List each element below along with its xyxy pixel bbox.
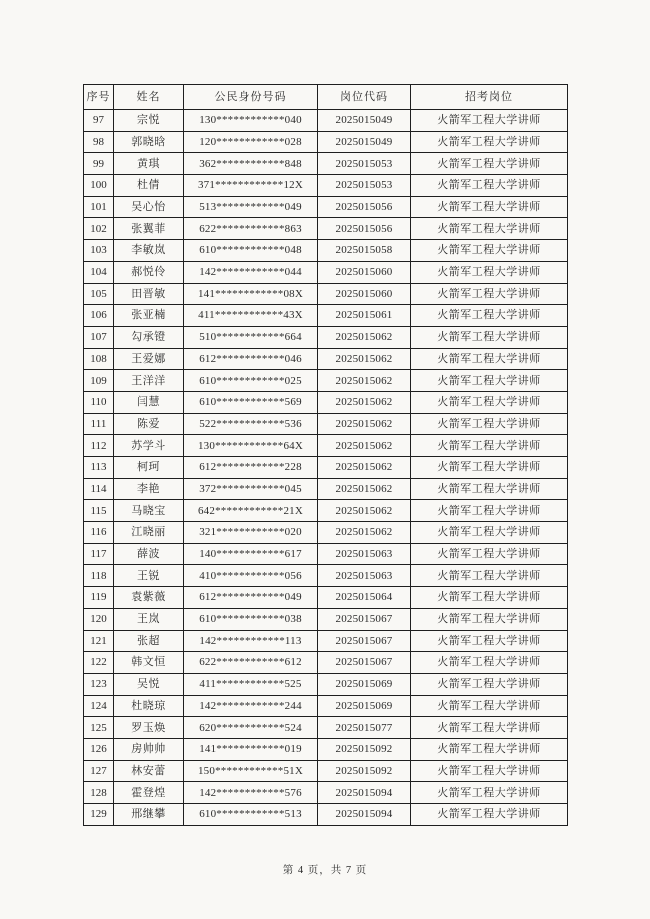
cell-serial: 98: [84, 131, 114, 153]
cell-code: 2025015058: [318, 240, 411, 262]
cell-serial: 107: [84, 326, 114, 348]
header-position: 招考岗位: [411, 85, 568, 110]
cell-name: 吴悦: [114, 673, 184, 695]
cell-position: 火箭军工程大学讲师: [411, 391, 568, 413]
cell-name: 林安蕾: [114, 760, 184, 782]
cell-id: 513************049: [184, 196, 318, 218]
cell-id: 371************12X: [184, 175, 318, 197]
table-row: [84, 413, 568, 435]
cell-name: 郭晓晗: [114, 131, 184, 153]
cell-serial: 101: [84, 196, 114, 218]
cell-serial: 116: [84, 522, 114, 544]
table-row: [84, 283, 568, 305]
cell-serial: 122: [84, 652, 114, 674]
cell-code: 2025015062: [318, 413, 411, 435]
table-row: [84, 500, 568, 522]
cell-id: 610************048: [184, 240, 318, 262]
cell-code: 2025015092: [318, 738, 411, 760]
cell-id: 622************612: [184, 652, 318, 674]
cell-position: 火箭军工程大学讲师: [411, 110, 568, 132]
cell-name: 江晓丽: [114, 522, 184, 544]
cell-serial: 99: [84, 153, 114, 175]
table-row: [84, 110, 568, 132]
cell-position: 火箭军工程大学讲师: [411, 196, 568, 218]
table-row: [84, 673, 568, 695]
cell-id: 120************028: [184, 131, 318, 153]
cell-serial: 104: [84, 261, 114, 283]
table-header: [84, 85, 568, 110]
cell-serial: 103: [84, 240, 114, 262]
cell-position: 火箭军工程大学讲师: [411, 500, 568, 522]
cell-id: 610************513: [184, 804, 318, 826]
cell-name: 袁紫薇: [114, 587, 184, 609]
cell-name: 吴心怡: [114, 196, 184, 218]
cell-serial: 125: [84, 717, 114, 739]
cell-serial: 106: [84, 305, 114, 327]
cell-code: 2025015062: [318, 435, 411, 457]
cell-name: 宗悦: [114, 110, 184, 132]
cell-id: 622************863: [184, 218, 318, 240]
cell-id: 142************044: [184, 261, 318, 283]
cell-code: 2025015094: [318, 804, 411, 826]
cell-position: 火箭军工程大学讲师: [411, 804, 568, 826]
cell-id: 362************848: [184, 153, 318, 175]
table-row: [84, 348, 568, 370]
cell-position: 火箭军工程大学讲师: [411, 587, 568, 609]
cell-position: 火箭军工程大学讲师: [411, 738, 568, 760]
cell-id: 141************019: [184, 738, 318, 760]
cell-name: 郝悦伶: [114, 261, 184, 283]
cell-name: 马晓宝: [114, 500, 184, 522]
cell-serial: 97: [84, 110, 114, 132]
cell-name: 王岚: [114, 608, 184, 630]
cell-position: 火箭军工程大学讲师: [411, 218, 568, 240]
table-row: [84, 565, 568, 587]
cell-serial: 129: [84, 804, 114, 826]
cell-name: 杜倩: [114, 175, 184, 197]
cell-code: 2025015049: [318, 131, 411, 153]
header-name: 姓名: [114, 85, 184, 110]
cell-name: 苏学斗: [114, 435, 184, 457]
cell-serial: 109: [84, 370, 114, 392]
cell-position: 火箭军工程大学讲师: [411, 283, 568, 305]
table-row: [84, 587, 568, 609]
cell-id: 610************569: [184, 391, 318, 413]
cell-name: 王洋洋: [114, 370, 184, 392]
table-row: [84, 196, 568, 218]
header-code: 岗位代码: [318, 85, 411, 110]
cell-name: 张超: [114, 630, 184, 652]
table-row: [84, 131, 568, 153]
table-row: [84, 717, 568, 739]
cell-code: 2025015060: [318, 283, 411, 305]
cell-position: 火箭军工程大学讲师: [411, 435, 568, 457]
table-row: [84, 153, 568, 175]
cell-id: 372************045: [184, 478, 318, 500]
table-row: [84, 305, 568, 327]
cell-code: 2025015061: [318, 305, 411, 327]
cell-code: 2025015069: [318, 673, 411, 695]
cell-id: 411************525: [184, 673, 318, 695]
cell-position: 火箭军工程大学讲师: [411, 457, 568, 479]
cell-name: 张翼菲: [114, 218, 184, 240]
cell-name: 罗玉焕: [114, 717, 184, 739]
cell-code: 2025015053: [318, 175, 411, 197]
cell-id: 130************64X: [184, 435, 318, 457]
cell-position: 火箭军工程大学讲师: [411, 717, 568, 739]
table-row: [84, 608, 568, 630]
cell-id: 612************046: [184, 348, 318, 370]
cell-serial: 127: [84, 760, 114, 782]
cell-serial: 114: [84, 478, 114, 500]
cell-position: 火箭军工程大学讲师: [411, 413, 568, 435]
cell-position: 火箭军工程大学讲师: [411, 543, 568, 565]
table-row: [84, 240, 568, 262]
cell-code: 2025015062: [318, 500, 411, 522]
table-row: [84, 478, 568, 500]
cell-position: 火箭军工程大学讲师: [411, 782, 568, 804]
cell-serial: 123: [84, 673, 114, 695]
cell-name: 房帅帅: [114, 738, 184, 760]
cell-id: 321************020: [184, 522, 318, 544]
table-row: [84, 760, 568, 782]
header-serial: 序号: [84, 85, 114, 110]
table-row: [84, 175, 568, 197]
cell-id: 610************025: [184, 370, 318, 392]
cell-name: 柯珂: [114, 457, 184, 479]
cell-position: 火箭军工程大学讲师: [411, 370, 568, 392]
cell-id: 142************244: [184, 695, 318, 717]
table-row: [84, 435, 568, 457]
table-row: [84, 543, 568, 565]
cell-serial: 119: [84, 587, 114, 609]
cell-position: 火箭军工程大学讲师: [411, 630, 568, 652]
table-row: [84, 522, 568, 544]
cell-id: 510************664: [184, 326, 318, 348]
cell-serial: 105: [84, 283, 114, 305]
cell-name: 闫慧: [114, 391, 184, 413]
cell-serial: 111: [84, 413, 114, 435]
table-row: [84, 457, 568, 479]
cell-id: 142************576: [184, 782, 318, 804]
header-row: [84, 85, 568, 110]
cell-name: 勾承镫: [114, 326, 184, 348]
table-row: [84, 391, 568, 413]
cell-position: 火箭军工程大学讲师: [411, 760, 568, 782]
cell-code: 2025015056: [318, 196, 411, 218]
cell-id: 620************524: [184, 717, 318, 739]
table-row: [84, 261, 568, 283]
table-row: [84, 782, 568, 804]
cell-name: 张亚楠: [114, 305, 184, 327]
cell-position: 火箭军工程大学讲师: [411, 153, 568, 175]
cell-id: 610************038: [184, 608, 318, 630]
cell-serial: 110: [84, 391, 114, 413]
cell-name: 杜晓琼: [114, 695, 184, 717]
cell-code: 2025015069: [318, 695, 411, 717]
cell-id: 411************43X: [184, 305, 318, 327]
cell-code: 2025015049: [318, 110, 411, 132]
cell-name: 薛波: [114, 543, 184, 565]
cell-name: 邢继攀: [114, 804, 184, 826]
table-row: [84, 804, 568, 826]
cell-code: 2025015062: [318, 370, 411, 392]
cell-code: 2025015094: [318, 782, 411, 804]
cell-code: 2025015063: [318, 543, 411, 565]
cell-code: 2025015067: [318, 652, 411, 674]
cell-position: 火箭军工程大学讲师: [411, 175, 568, 197]
table-row: [84, 218, 568, 240]
table-row: [84, 652, 568, 674]
cell-code: 2025015062: [318, 326, 411, 348]
table-row: [84, 326, 568, 348]
cell-name: 田晋敏: [114, 283, 184, 305]
cell-name: 王爱娜: [114, 348, 184, 370]
cell-position: 火箭军工程大学讲师: [411, 131, 568, 153]
cell-serial: 121: [84, 630, 114, 652]
cell-serial: 102: [84, 218, 114, 240]
cell-serial: 112: [84, 435, 114, 457]
cell-position: 火箭军工程大学讲师: [411, 240, 568, 262]
page-number-footer: 第 4 页，共 7 页: [282, 865, 368, 876]
table-row: [84, 630, 568, 652]
cell-code: 2025015062: [318, 391, 411, 413]
table-body: [84, 110, 568, 826]
cell-name: 黄琪: [114, 153, 184, 175]
cell-serial: 120: [84, 608, 114, 630]
cell-code: 2025015056: [318, 218, 411, 240]
recruitment-roster-table: [83, 84, 568, 826]
cell-name: 王锐: [114, 565, 184, 587]
cell-position: 火箭军工程大学讲师: [411, 305, 568, 327]
cell-id: 612************049: [184, 587, 318, 609]
cell-code: 2025015060: [318, 261, 411, 283]
cell-code: 2025015062: [318, 457, 411, 479]
cell-serial: 108: [84, 348, 114, 370]
cell-code: 2025015053: [318, 153, 411, 175]
cell-code: 2025015067: [318, 608, 411, 630]
cell-serial: 113: [84, 457, 114, 479]
cell-name: 李艳: [114, 478, 184, 500]
cell-id: 612************228: [184, 457, 318, 479]
cell-position: 火箭军工程大学讲师: [411, 348, 568, 370]
cell-code: 2025015077: [318, 717, 411, 739]
cell-name: 韩文恒: [114, 652, 184, 674]
cell-position: 火箭军工程大学讲师: [411, 261, 568, 283]
cell-id: 522************536: [184, 413, 318, 435]
cell-position: 火箭军工程大学讲师: [411, 673, 568, 695]
cell-code: 2025015092: [318, 760, 411, 782]
cell-name: 李敏岚: [114, 240, 184, 262]
cell-serial: 118: [84, 565, 114, 587]
cell-id: 142************113: [184, 630, 318, 652]
cell-name: 陈爱: [114, 413, 184, 435]
cell-id: 141************08X: [184, 283, 318, 305]
table-row: [84, 695, 568, 717]
cell-code: 2025015062: [318, 522, 411, 544]
cell-code: 2025015062: [318, 348, 411, 370]
cell-position: 火箭军工程大学讲师: [411, 608, 568, 630]
cell-id: 130************040: [184, 110, 318, 132]
cell-position: 火箭军工程大学讲师: [411, 652, 568, 674]
cell-code: 2025015064: [318, 587, 411, 609]
header-id: 公民身份号码: [184, 85, 318, 110]
cell-serial: 126: [84, 738, 114, 760]
cell-serial: 128: [84, 782, 114, 804]
cell-position: 火箭军工程大学讲师: [411, 478, 568, 500]
table-row: [84, 738, 568, 760]
cell-id: 642************21X: [184, 500, 318, 522]
cell-serial: 124: [84, 695, 114, 717]
cell-serial: 115: [84, 500, 114, 522]
cell-name: 霍登煌: [114, 782, 184, 804]
cell-serial: 117: [84, 543, 114, 565]
cell-position: 火箭军工程大学讲师: [411, 565, 568, 587]
cell-id: 150************51X: [184, 760, 318, 782]
cell-code: 2025015063: [318, 565, 411, 587]
cell-id: 410************056: [184, 565, 318, 587]
cell-code: 2025015067: [318, 630, 411, 652]
table-row: [84, 370, 568, 392]
cell-code: 2025015062: [318, 478, 411, 500]
cell-position: 火箭军工程大学讲师: [411, 522, 568, 544]
cell-id: 140************617: [184, 543, 318, 565]
cell-position: 火箭军工程大学讲师: [411, 695, 568, 717]
cell-serial: 100: [84, 175, 114, 197]
cell-position: 火箭军工程大学讲师: [411, 326, 568, 348]
